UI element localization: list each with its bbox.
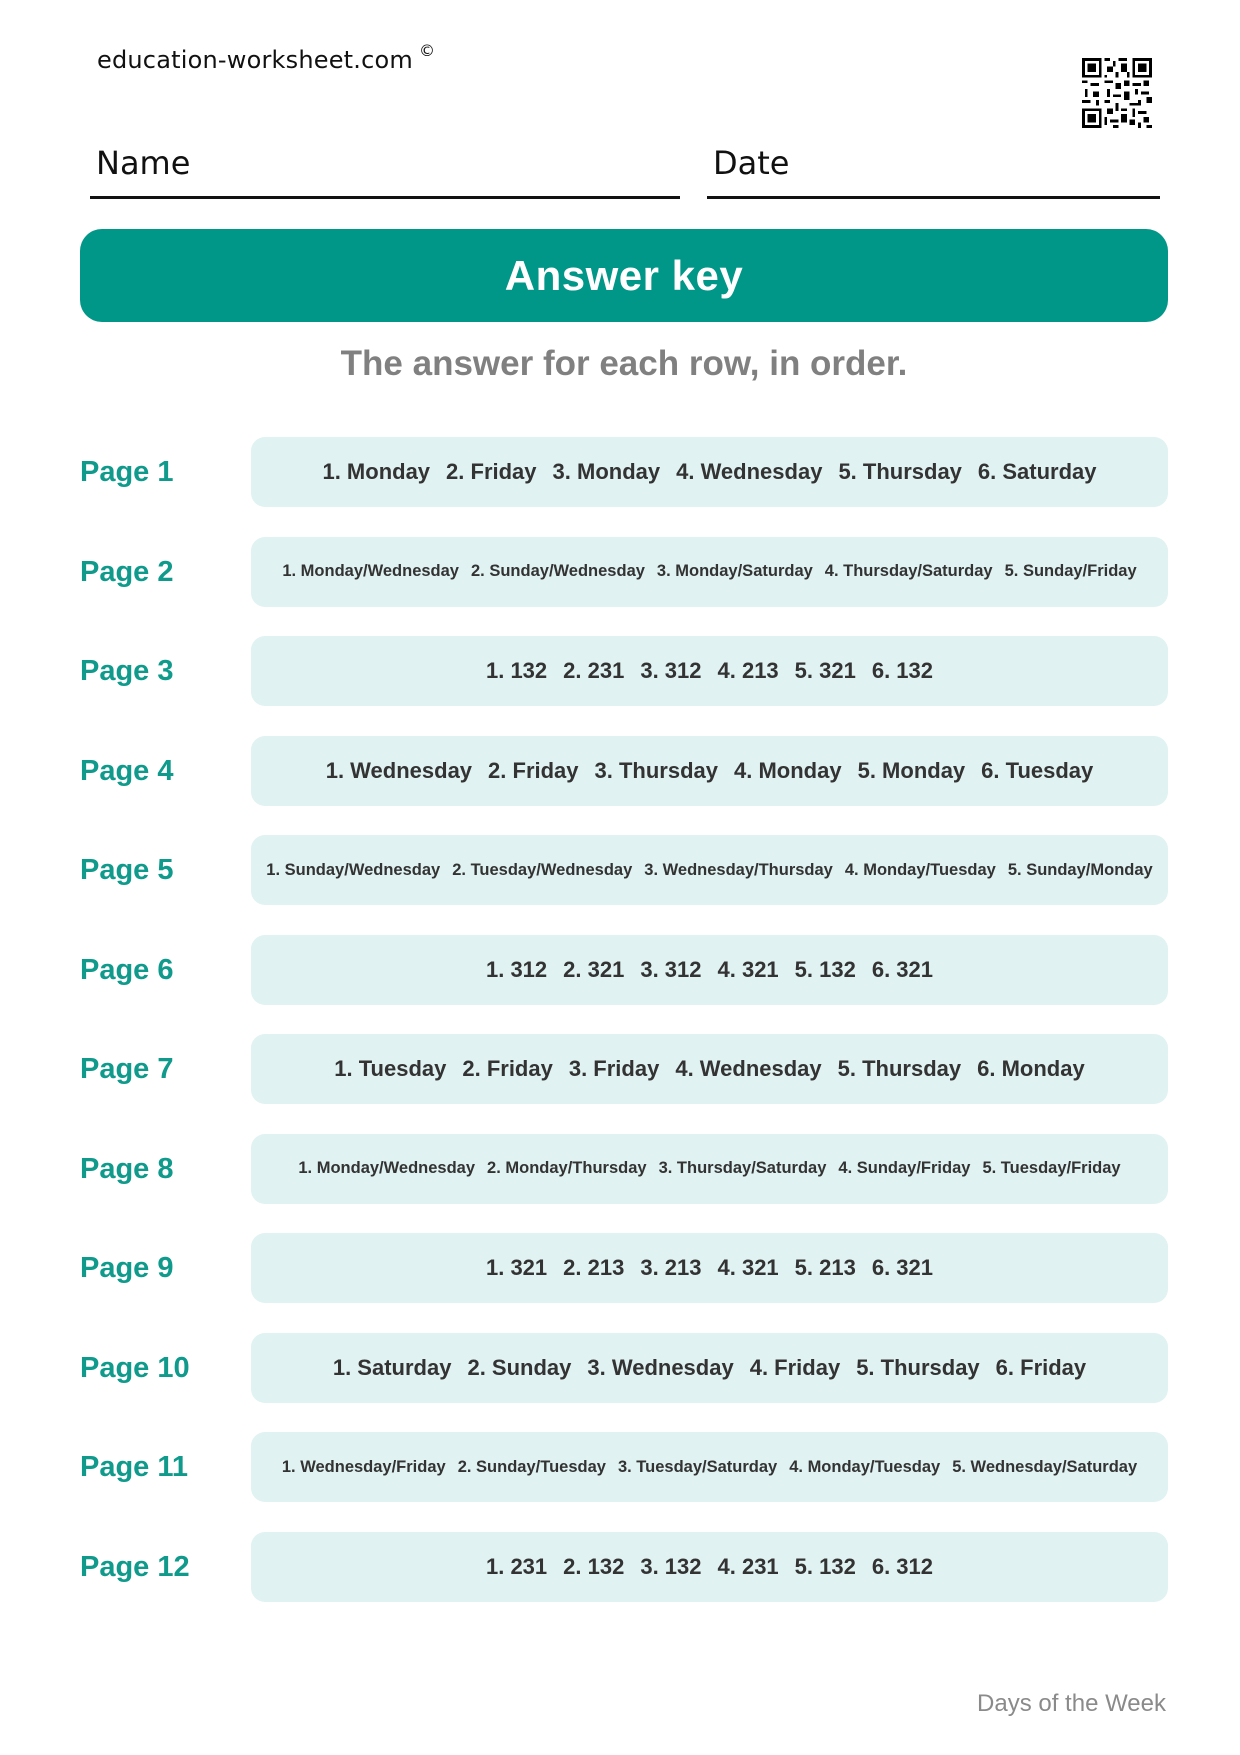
page-label: Page 8: [80, 1152, 174, 1185]
page-label: Page 5: [80, 854, 174, 886]
answer-item: 2. Friday: [462, 1056, 553, 1081]
answer-item: 1. Sunday/Wednesday: [266, 860, 441, 879]
answers-box: [251, 1532, 1168, 1602]
copyright-symbol: ©: [418, 41, 436, 60]
name-field[interactable]: [90, 140, 680, 199]
answer-row: [80, 935, 1168, 1005]
answer-row: [80, 1233, 1168, 1303]
answer-item: 4. Monday: [734, 757, 842, 783]
answer-item: 3. Thursday: [594, 757, 719, 783]
answer-item: 2. 213: [563, 1255, 625, 1280]
answer-row: [80, 1532, 1168, 1602]
answer-item: 5. Sunday/Friday: [1004, 562, 1137, 580]
answer-item: 2. Friday: [446, 459, 537, 484]
answer-item: 1. Wednesday/Friday: [281, 1457, 446, 1476]
answer-item: 2. Sunday/Tuesday: [457, 1457, 606, 1476]
answer-item: 3. Wednesday: [587, 1354, 734, 1380]
page-label: Page 12: [80, 1550, 190, 1583]
answer-item: 1. Monday: [322, 459, 431, 484]
page-label: Page 2: [80, 555, 174, 588]
answer-item: 5. 321: [794, 658, 856, 683]
answer-item: 4. Wednesday: [675, 1056, 822, 1081]
answer-item: 2. 132: [563, 1553, 625, 1579]
answer-item: 3. 132: [640, 1553, 702, 1579]
banner-title: Answer key: [504, 251, 744, 299]
answer-item: 1. Monday/Wednesday: [282, 562, 459, 580]
answer-item: 4. 213: [717, 658, 779, 683]
answer-item: 2. 321: [563, 956, 625, 982]
page-label: Page 11: [80, 1451, 189, 1483]
answer-item: 6. Tuesday: [981, 757, 1094, 783]
answer-item: 6. Saturday: [977, 459, 1097, 484]
answer-item: 6. 321: [871, 956, 934, 982]
answer-item: 5. 132: [794, 956, 856, 982]
answer-item: 6. 312: [871, 1553, 934, 1579]
answer-item: 1. Wednesday: [325, 757, 473, 783]
answers-box: [251, 1432, 1168, 1502]
answer-item: 5. 213: [794, 1255, 856, 1280]
site-name-text: education-worksheet.com: [97, 46, 413, 74]
answer-item: 3. Monday/Saturday: [656, 562, 813, 580]
answer-item: 3. Friday: [568, 1056, 660, 1081]
qr-code-icon: [1082, 58, 1152, 128]
answer-key-banner: [80, 229, 1168, 322]
answer-item: 5. Sunday/Monday: [1007, 860, 1153, 879]
answer-item: 2. Tuesday/Wednesday: [452, 860, 633, 879]
answer-item: 1. 132: [485, 658, 548, 683]
name-label: Name: [96, 144, 191, 182]
answer-item: 4. 321: [717, 956, 779, 982]
answer-item: 1. 312: [485, 956, 548, 982]
site-name: [97, 41, 436, 74]
answer-rows: [80, 437, 1168, 1631]
answer-item: 5. Thursday: [837, 1056, 962, 1081]
page-label: Page 7: [80, 1053, 174, 1085]
answer-item: 5. Wednesday/Saturday: [952, 1457, 1138, 1476]
answer-item: 6. Monday: [977, 1056, 1085, 1081]
answer-item: 5. Thursday: [856, 1354, 980, 1380]
answer-row: [80, 1134, 1168, 1204]
answer-row: [80, 835, 1168, 905]
answer-item: 3. Tuesday/Saturday: [617, 1457, 778, 1476]
answer-item: 1. 231: [485, 1553, 548, 1579]
answers-box: [251, 1233, 1168, 1303]
answer-row: [80, 736, 1168, 806]
answer-item: 4. Monday/Tuesday: [844, 860, 996, 879]
answers-box: [251, 736, 1168, 806]
page-label: Page 1: [80, 456, 174, 488]
answer-item: 1. Tuesday: [334, 1056, 447, 1081]
answer-row: [80, 1432, 1168, 1502]
answer-item: 5. Monday: [857, 757, 966, 783]
answer-row: [80, 1333, 1168, 1403]
answer-item: 3. 213: [640, 1255, 702, 1280]
answer-item: 3. Wednesday/Thursday: [644, 860, 833, 879]
answer-item: 3. 312: [640, 956, 702, 982]
instructions-subtitle: The answer for each row, in order.: [340, 344, 908, 383]
answer-item: 2. Sunday: [467, 1354, 572, 1380]
answer-item: 5. Tuesday/Friday: [982, 1159, 1121, 1177]
answer-item: 1. Saturday: [332, 1354, 452, 1380]
answer-item: 6. Friday: [995, 1354, 1087, 1380]
answer-item: 4. Friday: [749, 1354, 841, 1380]
answer-row: [80, 537, 1168, 607]
answers-box: [251, 1034, 1168, 1104]
answer-row: [80, 437, 1168, 507]
answers-box: [251, 835, 1168, 905]
page-label: Page 9: [80, 1252, 174, 1284]
answer-item: 4. Wednesday: [676, 459, 823, 484]
page-label: Page 10: [80, 1351, 190, 1384]
answer-item: 4. Thursday/Saturday: [824, 562, 993, 580]
answer-item: 4. Sunday/Friday: [838, 1159, 971, 1177]
answer-item: 4. 231: [717, 1553, 779, 1579]
answers-box: [251, 935, 1168, 1005]
answer-item: 2. Monday/Thursday: [487, 1159, 647, 1177]
answer-item: 1. Monday/Wednesday: [298, 1159, 476, 1177]
answer-item: 4. Monday/Tuesday: [789, 1457, 941, 1476]
answer-item: 3. Thursday/Saturday: [658, 1159, 827, 1177]
answers-box: [251, 1134, 1168, 1204]
answer-item: 6. 321: [871, 1255, 934, 1280]
answer-item: 3. Monday: [552, 459, 661, 484]
page-label: Page 6: [80, 953, 174, 986]
answer-item: 6. 132: [871, 658, 934, 683]
answer-row: [80, 1034, 1168, 1104]
answers-box: [251, 636, 1168, 706]
date-field[interactable]: [707, 140, 1160, 199]
answers-box: [251, 537, 1168, 607]
answers-box: [251, 437, 1168, 507]
answer-item: 4. 321: [717, 1255, 779, 1280]
answer-item: 2. Friday: [488, 757, 579, 783]
page-label: Page 4: [80, 754, 174, 787]
answers-box: [251, 1333, 1168, 1403]
answer-item: 3. 312: [640, 658, 702, 683]
answer-item: 2. Sunday/Wednesday: [471, 562, 645, 580]
answer-row: [80, 636, 1168, 706]
answer-item: 5. 132: [794, 1553, 856, 1579]
answer-item: 5. Thursday: [838, 459, 962, 484]
answer-item: 2. 231: [563, 658, 625, 683]
worksheet-topic: Days of the Week: [977, 1690, 1166, 1717]
answer-item: 1. 321: [485, 1255, 548, 1280]
page-label: Page 3: [80, 655, 174, 687]
date-label: Date: [713, 144, 790, 182]
